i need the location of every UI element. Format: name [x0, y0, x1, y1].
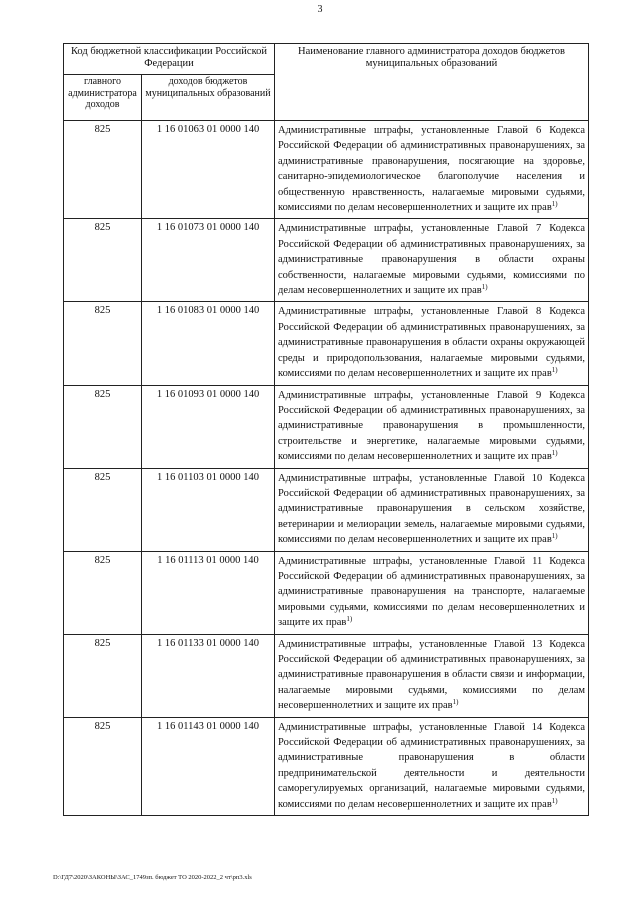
income-classification-code: 1 16 01103 01 0000 140: [142, 468, 275, 551]
income-description: [275, 121, 589, 219]
income-description: [275, 468, 589, 551]
footnote-marker: 1): [346, 615, 353, 624]
header-municipal-income: доходов бюджетов муниципальных образований: [142, 75, 275, 121]
description-text: Административные штрафы, установленные Главой 10 Кодекса Российской Федерации об административных правонарушениях, за административные правонарушения в сельском хозяйстве, ветеринарии и мелиорации земель, налагаемые мировыми судьями, комиссиями по делам несовершеннолетних и защите их прав: [278, 472, 585, 546]
income-classification-code: 1 16 01113 01 0000 140: [142, 551, 275, 634]
income-classification-code: 1 16 01133 01 0000 140: [142, 634, 275, 717]
table-row: [64, 219, 589, 302]
footnote-marker: 1): [551, 449, 558, 458]
administrator-code: 825: [64, 634, 142, 717]
income-classification-code: 1 16 01063 01 0000 140: [142, 121, 275, 219]
administrator-code: 825: [64, 468, 142, 551]
table-row: [64, 385, 589, 468]
footnote-marker: 1): [551, 532, 558, 541]
table-row: [64, 551, 589, 634]
income-classification-code: 1 16 01083 01 0000 140: [142, 302, 275, 385]
income-description: [275, 634, 589, 717]
administrator-code: 825: [64, 121, 142, 219]
description-text: Административные штрафы, установленные Главой 6 Кодекса Российской Федерации об административных правонарушениях, за административные правонарушения, посягающие на здоровье, санитарно-эпидемиологическое благополучие населения и общественную нравственность, налагаемые мировыми судьями, комиссиями по делам несовершеннолетних и защите их прав: [278, 125, 585, 214]
description-text: Административные штрафы, установленные Главой 14 Кодекса Российской Федерации об административных правонарушениях, за административные правонарушения в области предпринимательской деятельности и деятельности саморегулируемых организаций, налагаемые мировыми судьями, комиссиями по делам несовершеннолетних и защите их прав: [278, 721, 585, 810]
income-description: [275, 302, 589, 385]
administrator-code: 825: [64, 551, 142, 634]
income-description: [275, 551, 589, 634]
income-classification-code: 1 16 01073 01 0000 140: [142, 219, 275, 302]
header-main-administrator: главного администратора доходов: [64, 75, 142, 121]
footnote-marker: 1): [551, 796, 558, 805]
table-row: [64, 468, 589, 551]
table-row: [64, 121, 589, 219]
footnote-marker: 1): [551, 200, 558, 209]
table-row: [64, 717, 589, 815]
footnote-marker: 1): [481, 283, 488, 292]
administrator-code: 825: [64, 385, 142, 468]
description-text: Административные штрафы, установленные Главой 11 Кодекса Российской Федерации об административных правонарушениях, за административные правонарушения на транспорте, налагаемые мировыми судьями, комиссиями по делам несовершеннолетних и защите их прав: [278, 555, 585, 629]
administrator-code: 825: [64, 717, 142, 815]
header-administrator-name: Наименование главного администратора доходов бюджетов муниципальных образований: [275, 44, 589, 121]
footnote-marker: 1): [551, 366, 558, 375]
administrator-code: 825: [64, 219, 142, 302]
income-description: [275, 717, 589, 815]
header-code-group: Код бюджетной классификации Российской Федерации: [64, 44, 275, 75]
description-text: Административные штрафы, установленные Главой 7 Кодекса Российской Федерации об административных правонарушениях, за административные правонарушения в области охраны собственности, налагаемые мировыми судьями, комиссиями по делам несовершеннолетних и защите их прав: [278, 223, 585, 297]
income-classification-code: 1 16 01093 01 0000 140: [142, 385, 275, 468]
description-text: Административные штрафы, установленные Главой 13 Кодекса Российской Федерации об административных правонарушениях, за административные правонарушения в области связи и информации, налагаемые мировыми судьями, комиссиями по делам несовершеннолетних и защите их прав: [278, 638, 585, 712]
budget-classification-table: [63, 43, 589, 816]
description-text: Административные штрафы, установленные Главой 9 Кодекса Российской Федерации об административных правонарушениях, за административные правонарушения в промышленности, строительстве и энергетике, налагаемые мировыми судьями, комиссиями по делам несовершеннолетних и защите их прав: [278, 389, 585, 463]
table-body: [64, 121, 589, 816]
footnote-marker: 1): [452, 698, 459, 707]
table-row: [64, 302, 589, 385]
administrator-code: 825: [64, 302, 142, 385]
income-description: [275, 385, 589, 468]
description-text: Административные штрафы, установленные Главой 8 Кодекса Российской Федерации об административных правонарушениях, за административные правонарушения в области охраны окружающей среды и природопользования, налагаемые мировыми судьями, комиссиями по делам несовершеннолетних и защите их прав: [278, 306, 585, 380]
file-path-footer: D:\ГД7\2020\ЗАКОНЫ\ЗАС_1749зп. бюджет ТО 2020-2022_2 чт\рп3.xls: [53, 874, 252, 881]
page-number: 3: [317, 4, 323, 15]
income-description: [275, 219, 589, 302]
table-row: [64, 634, 589, 717]
income-classification-code: 1 16 01143 01 0000 140: [142, 717, 275, 815]
